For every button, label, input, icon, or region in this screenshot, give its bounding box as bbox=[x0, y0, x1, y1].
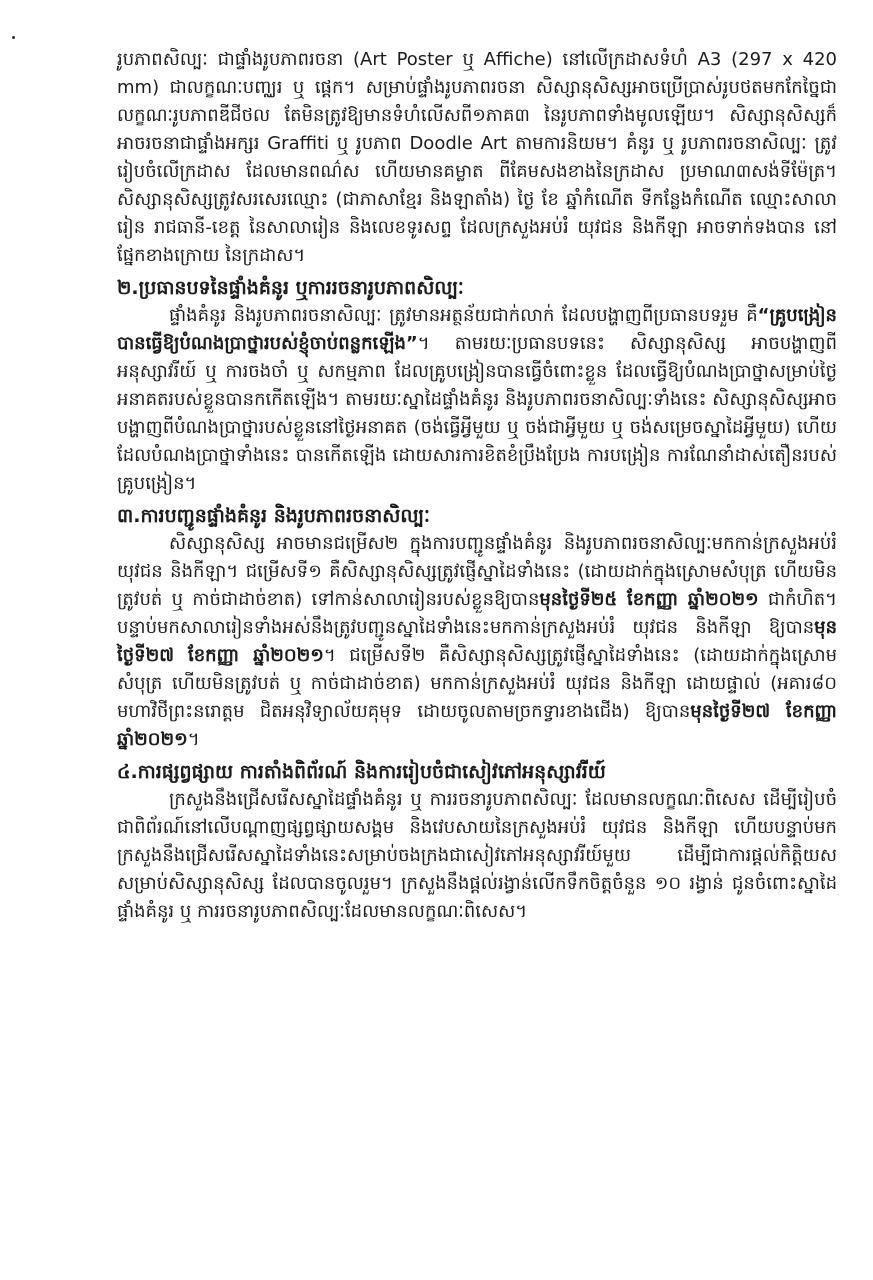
deadline-ministry: មុនថ្ងៃទី២៧ ខែកញ្ញា ឆ្នាំ២០២១ bbox=[117, 617, 837, 666]
section-4-paragraph: ក្រសួងនឹងជ្រើសរើសស្នាដៃផ្ទាំងគំនូរ ឬ ការរចនារូបភាពសិល្បៈ ដែលមានលក្ខណៈពិសេស ដើម្បីរៀបចំជាពិព័រណ៍នៅលើបណ្ដាញផ្សព្វផ្សាយសង្គម និងវេបសាយនៃក្រសួងអប់រំ យុវជន និងកីឡា ហើយបន្ទាប់មកក្រសួងនឹងជ្រើសរើសស្នាដៃទាំងនេះសម្រាប់ចងក្រងជាសៀវភៅអនុស្សាវរីយ៍មួយ ដើម្បីជាការផ្ដល់កិត្តិយសសម្រាប់សិស្សានុសិស្ស ដែលបានចូលរួម។ ក្រសួងនឹងផ្ដល់រង្វាន់លើកទឹកចិត្តចំនួន ១០ រង្វាន់ ជូនចំពោះស្នាដៃផ្ទាំងគំនូរ ឬ ការរចនារូបភាពសិល្បៈដែលមានលក្ខណៈពិសេស។ bbox=[117, 789, 837, 922]
section-3-text-4: ។ bbox=[187, 729, 200, 750]
deadline-school: មុនថ្ងៃទី២៥ ខែកញ្ញា ឆ្នាំ២០២១ bbox=[539, 589, 759, 610]
section-3-text-1: សិស្សានុសិស្ស អាចមានជម្រើស២ ក្នុងការបញ្ជូនផ្ទាំងគំនូរ និងរូបភាពរចនាសិល្បៈមកកាន់ក្រសួងអប់រំ យុវជន និងកីឡា។ ជម្រើសទី១ គឺសិស្សានុសិស្សត្រូវផ្ញើស្នាដៃទាំងនេះ (ដោយដាក់ក្នុងស្រោមសំបុត្រ ហើយមិនត្រូវបត់ ឬ កាច់ជាដាច់ខាត) ទៅកាន់សាលារៀនរបស់ខ្លួនឱ្យបាន bbox=[117, 533, 837, 610]
scan-speck bbox=[12, 36, 15, 39]
section-1-paragraph: រូបភាពសិល្បៈ ជាផ្ទាំងរូបភាពរចនា (Art Poster ឬ Affiche) នៅលើក្រដាសទំហំ A3 (297 x 420 mm) ជាលក្ខណៈបញ្ឈរ ឬ ផ្ដេក។ សម្រាប់ផ្ទាំងរូបភាពរចនា សិស្សានុសិស្សអាចប្រើប្រាស់រូបថតមកកែច្នៃជាលក្ខណៈរូបភាពឌីជីថល តែមិនត្រូវឱ្យមានទំហំលើសពី១ភាគ៣ នៃរូបភាពទាំងមូលឡើយ។ សិស្សានុសិស្សក៏អាចរចនាជាផ្ទាំងអក្សរ Graffiti ឬ រូបភាព Doodle Art តាមការនិយម។ គំនូរ ឬ រូបភាពរចនាសិល្បៈ ត្រូវរៀបចំលើក្រដាស ដែលមានពណ៌ស ហើយមានគម្លាត ពីគែមសងខាងនៃក្រដាស ប្រមាណ៣សង់ទីម៉ែត្រ។ សិស្សានុសិស្សត្រូវសរសេរឈ្មោះ (ជាភាសាខ្មែរ និងឡាតាំង) ថ្ងៃ ខែ ឆ្នាំកំណើត ទីកន្លែងកំណើត ឈ្មោះសាលារៀន រាជធានី-ខេត្ត នៃសាលារៀន និងលេខទូរសព្ទ ដែលក្រសួងអប់រំ យុវជន និងកីឡា អាចទាក់ទងបាន នៅផ្នែកខាងក្រោយ នៃក្រដាស។ bbox=[117, 49, 837, 266]
section-3-text-3: ។ ជម្រើសទី២ គឺសិស្សានុសិស្សត្រូវផ្ញើស្នាដៃទាំងនេះ (ដោយដាក់ក្នុងស្រោមសំបុត្រ ហើយមិនត្រូវបត់ ឬ កាច់ជាដាច់ខាត) មកកាន់ក្រសួងអប់រំ យុវជន និងកីឡា ដោយផ្ទាល់ (អគារ៨០ មហាវិថីព្រះនរោត្តម ជិតអនុវិទ្យាល័យគុមុទ ដោយចូលតាមច្រកទ្វារខាងជើង) ឱ្យបាន bbox=[117, 645, 837, 722]
section-4-heading: ៤.ការផ្សព្វផ្សាយ ការតាំងពិព័រណ៍ និងការរៀបចំជាសៀវភៅអនុស្សាវរីយ៍ bbox=[117, 761, 606, 783]
document-body bbox=[117, 46, 837, 928]
section-3 bbox=[117, 502, 837, 754]
section-2-text-after: ។ តាមរយៈប្រធានបទនេះ សិស្សានុសិស្ស អាចបង្ហាញពីអនុស្សាវរីយ៍ ឬ ការចងចាំ ឬ សកម្មភាព ដែលគ្រូបង្រៀនបានធ្វើចំពោះខ្លួន ដែលធ្វើឱ្យបំណងប្រាថ្នាសម្រាប់ថ្ងៃអនាគតរបស់ខ្លួនបានកកើតឡើង។ តាមរយៈស្នាដៃផ្ទាំងគំនូរ និងរូបភាពរចនាសិល្បៈទាំងនេះ សិស្សានុសិស្សអាច បង្ហាញពីបំណងប្រាថ្នារបស់ខ្លួននៅថ្ងៃអនាគត (ចង់ធ្វើអ្វីមួយ ឬ ចង់ជាអ្វីមួយ ឬ ចង់សម្រេចស្នាដៃអ្វីមួយ) ហើយដែលបំណងប្រាថ្នាទាំងនេះ បានកើតឡើង ដោយសារការខិតខំប្រឹងប្រែង ការបង្រៀន ការណែនាំដាស់តឿនរបស់គ្រូបង្រៀន។ bbox=[117, 333, 837, 494]
section-2-theme: “គ្រូបង្រៀនបានធ្វើឱ្យបំណងប្រាថ្នារបស់ខ្ញុំចាប់ពន្លកឡើង” bbox=[117, 305, 837, 354]
section-3-text-2: ជាកំហិត។ បន្ទាប់មកសាលារៀនទាំងអស់នឹងត្រូវបញ្ជូនស្នាដៃទាំងនេះមកកាន់ក្រសួងអប់រំ យុវជន និងកីឡា ឱ្យបាន bbox=[117, 589, 837, 638]
section-2-heading: ២.ប្រធានបទនៃផ្ទាំងគំនូរ ឬការរចនារូបភាពសិល្បៈ bbox=[117, 277, 464, 299]
section-2-text-before: ផ្ទាំងគំនូរ និងរូបភាពរចនាសិល្បៈ ត្រូវមានអត្ថន័យជាក់លាក់ ដែលបង្ហាញពីប្រធានបទរួម គឺ bbox=[169, 305, 758, 326]
section-2 bbox=[117, 274, 837, 498]
section-3-paragraph bbox=[117, 530, 837, 754]
deadline-direct: មុនថ្ងៃទី២៧ ខែកញ្ញា ឆ្នាំ២០២១ bbox=[117, 701, 837, 750]
section-2-paragraph bbox=[117, 302, 837, 498]
section-4 bbox=[117, 758, 837, 926]
section-3-heading: ៣.ការបញ្ជូនផ្ទាំងគំនូរ និងរូបភាពរចនាសិល្បៈ bbox=[117, 505, 430, 527]
section-1 bbox=[117, 46, 837, 270]
